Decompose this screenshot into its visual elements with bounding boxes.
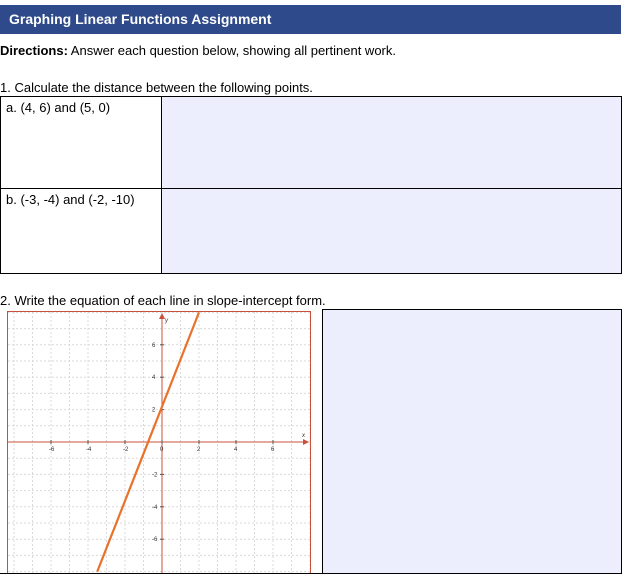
directions-label: Directions: (0, 43, 68, 58)
assignment-header (0, 5, 621, 34)
question-1a-answer-box[interactable] (162, 97, 622, 189)
y-axis-label: y (165, 318, 168, 324)
y-tick-label: 2 (152, 407, 156, 414)
directions (0, 43, 396, 58)
x-tick-label: 2 (197, 447, 201, 453)
y-tick-label: 6 (152, 342, 156, 349)
question-1b-row (1, 189, 622, 274)
line-graph (7, 311, 311, 574)
question-1b-label: b. (-3, -4) and (-2, -10) (1, 189, 162, 274)
y-tick-label: -4 (152, 504, 158, 511)
bottom-rule (0, 573, 322, 574)
question-1-title: 1. Calculate the distance between the following points. (0, 80, 313, 95)
directions-text: Answer each question below, showing all pertinent work. (67, 43, 396, 58)
question-1-table (0, 96, 622, 274)
x-tick-label: 6 (271, 447, 275, 453)
x-tick-label: 4 (234, 447, 238, 453)
question-1b-answer-box[interactable] (162, 189, 622, 274)
question-2-title: 2. Write the equation of each line in slope-intercept form. (0, 293, 326, 308)
x-tick-label: -6 (49, 447, 55, 453)
question-1a-label: a. (4, 6) and (5, 0) (1, 97, 162, 189)
x-tick-label: -2 (123, 447, 129, 453)
x-axis-label: x (302, 433, 305, 439)
x-axis-arrow (303, 439, 309, 445)
coordinate-plane (8, 312, 310, 573)
assignment-title: Graphing Linear Functions Assignment (9, 11, 272, 27)
y-tick-label: -2 (152, 472, 158, 479)
x-tick-label: -4 (86, 447, 92, 453)
y-tick-label: -6 (152, 537, 158, 544)
question-1a-row (1, 97, 622, 189)
question-2-answer-box[interactable] (322, 309, 622, 574)
y-tick-label: 4 (152, 375, 156, 382)
x-tick-label: 0 (160, 447, 164, 453)
